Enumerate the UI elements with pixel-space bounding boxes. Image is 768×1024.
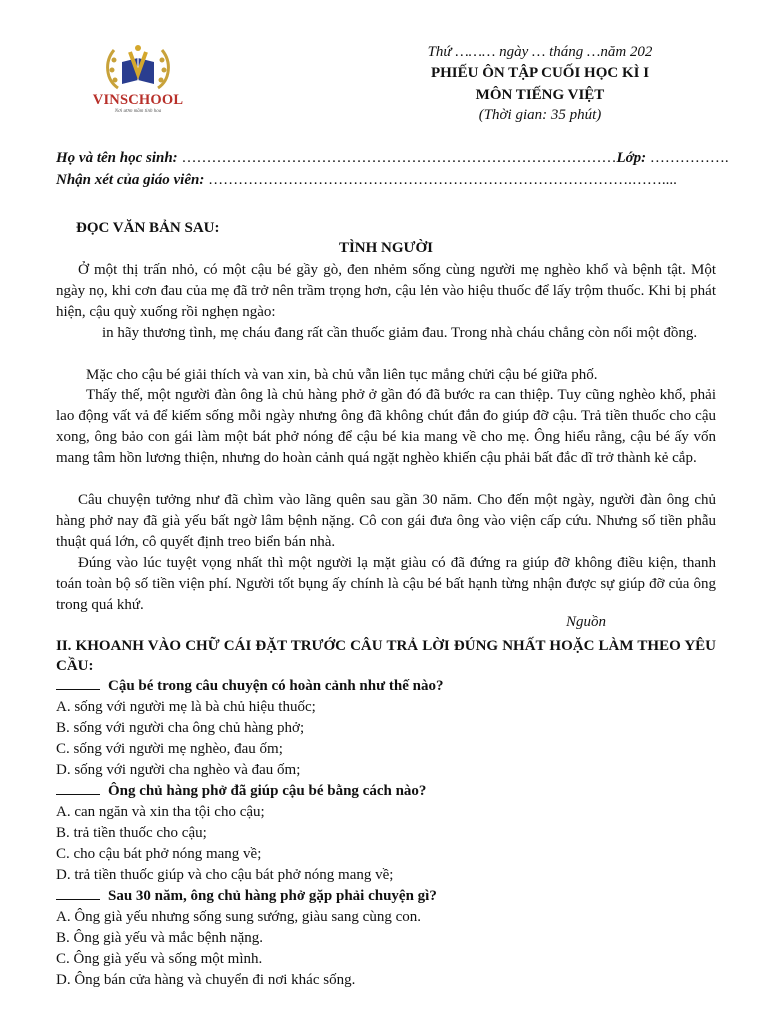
answer-blank-2[interactable]: [56, 793, 100, 795]
question-2-text: Ông chủ hàng phở đã giúp cậu bé bằng cách nào?: [108, 783, 427, 799]
q2-option-c[interactable]: C. cho cậu bát phở nóng mang về;: [56, 846, 262, 862]
story-paragraph-6: Đúng vào lúc tuyệt vọng nhất thì một người lạ mặt giàu có đã đứng ra giúp đỡ không điều kiện, thanh toán toàn bộ số tiền viện phí. Người tốt bụng ấy chính là cậu bé bất hạnh từng nhận được sự giúp đỡ của ông trong quá khứ.: [56, 555, 716, 613]
q3-option-c[interactable]: C. Ông già yếu và sống một mình.: [56, 951, 263, 967]
date-line: Thứ ……… ngày … tháng …năm 202: [427, 44, 653, 60]
question-2: [56, 783, 426, 800]
story-paragraph-2: in hãy thương tình, mẹ cháu đang rất cần thuốc giảm đau. Trong nhà cháu chẳng còn nổi một đồng.: [102, 325, 698, 341]
q2-option-d[interactable]: D. trả tiền thuốc giúp và cho cậu bát phở nóng mang về;: [56, 867, 394, 883]
logo-brand-text: VINSCHOOL: [92, 92, 184, 108]
story-paragraph-1: Ở một thị trấn nhỏ, có một cậu bé gầy gò, đen nhẻm sống cùng người mẹ nghèo khổ và bệnh tật. Một ngày nọ, khi cơn đau của mẹ đã trở nên trầm trọng hơn, cậu lẻn vào hiệu thuốc để lấy trộm thuốc. Khi bị phát hiện, cậu quỳ xuống rồi nghẹn ngào:: [56, 262, 716, 320]
class-field[interactable]: …………….: [649, 150, 729, 166]
story-paragraph-4: Thấy thế, một người đàn ông là chủ hàng phở ở gần đó đã bước ra can thiệp. Tuy cũng nghèo khổ, phải lao động vất vả để kiếm sống mỗi ngày nhưng ông đã không chút đắn đo giúp đỡ cậu. Trả tiền thuốc cho cậu xong, ông bảo con gái làm một bát phở nóng để cậu bé kia mang về cho mẹ. Ông hiểu rằng, cậu bé ấy vốn mang tâm hồn lương thiện, nhưng do hoàn cảnh quá ngặt nghèo khiến cậu phải bất đắc dĩ trở thành kẻ cắp.: [56, 387, 716, 466]
story-title: TÌNH NGƯỜI: [338, 240, 434, 256]
story-source: Nguồn: [566, 614, 607, 630]
question-3-text: Sau 30 năm, ông chủ hàng phở gặp phải chuyện gì?: [108, 888, 437, 904]
teacher-comment-line: [56, 172, 677, 189]
reading-heading: ĐỌC VĂN BẢN SAU:: [76, 220, 220, 236]
open-book-logo-icon: [88, 40, 188, 94]
story-paragraph-5: Câu chuyện tưởng như đã chìm vào lãng quên sau gần 30 năm. Cho đến một ngày, người đàn ông chủ hàng phở nay đã già yếu bất ngờ lâm bệnh nặng. Cô con gái đưa ông vào viện cấp cứu. Nhưng số tiền phẫu thuật quá lớn, cô quyết định treo biển bán nhà.: [56, 492, 716, 550]
logo-slogan: Nơi ươm mầm tinh hoa: [114, 109, 162, 114]
question-1: [56, 678, 443, 695]
q1-option-c[interactable]: C. sống với người mẹ nghèo, đau ốm;: [56, 741, 283, 757]
student-name-label: Họ và tên học sinh:: [56, 150, 178, 166]
class-label: Lớp:: [616, 150, 647, 166]
section2-heading: II. KHOANH VÀO CHỮ CÁI ĐẶT TRƯỚC CÂU TRẢ LỜI ĐÚNG NHẤT HOẶC LÀM THEO YÊU CẦU:: [56, 638, 716, 674]
time-limit: (Thời gian: 35 phút): [478, 107, 602, 123]
student-name-field[interactable]: ……………………………………………………………………………: [181, 150, 617, 166]
worksheet-title: PHIẾU ÔN TẬP CUỐI HỌC KÌ I: [430, 65, 650, 81]
school-logo: [88, 40, 188, 120]
q3-option-a[interactable]: A. Ông già yếu nhưng sống sung sướng, giàu sang cùng con.: [56, 909, 421, 925]
teacher-comment-label: Nhận xét của giáo viên:: [56, 172, 205, 188]
question-3: [56, 888, 437, 905]
q1-option-a[interactable]: A. sống với người mẹ là bà chủ hiệu thuốc;: [56, 699, 316, 715]
q3-option-b[interactable]: B. Ông già yếu và mắc bệnh nặng.: [56, 930, 264, 946]
student-name-line: [56, 150, 729, 167]
answer-blank-3[interactable]: [56, 898, 100, 900]
q1-option-b[interactable]: B. sống với người cha ông chủ hàng phở;: [56, 720, 305, 736]
story-paragraph-3: Mặc cho cậu bé giải thích và van xin, bà chủ vẫn liên tục mắng chửi cậu bé giữa phố.: [86, 367, 598, 383]
q2-option-b[interactable]: B. trả tiền thuốc cho cậu;: [56, 825, 207, 841]
question-1-text: Cậu bé trong câu chuyện có hoàn cảnh như thế nào?: [108, 678, 444, 694]
q2-option-a[interactable]: A. can ngăn và xin tha tội cho cậu;: [56, 804, 265, 820]
q3-option-d[interactable]: D. Ông bán cửa hàng và chuyển đi nơi khác sống.: [56, 972, 356, 988]
answer-blank-1[interactable]: [56, 688, 100, 690]
q1-option-d[interactable]: D. sống với người cha nghèo và đau ốm;: [56, 762, 301, 778]
subject-title: MÔN TIẾNG VIỆT: [475, 87, 605, 103]
teacher-comment-field[interactable]: ………………………………………………………………………….……....: [208, 172, 677, 188]
